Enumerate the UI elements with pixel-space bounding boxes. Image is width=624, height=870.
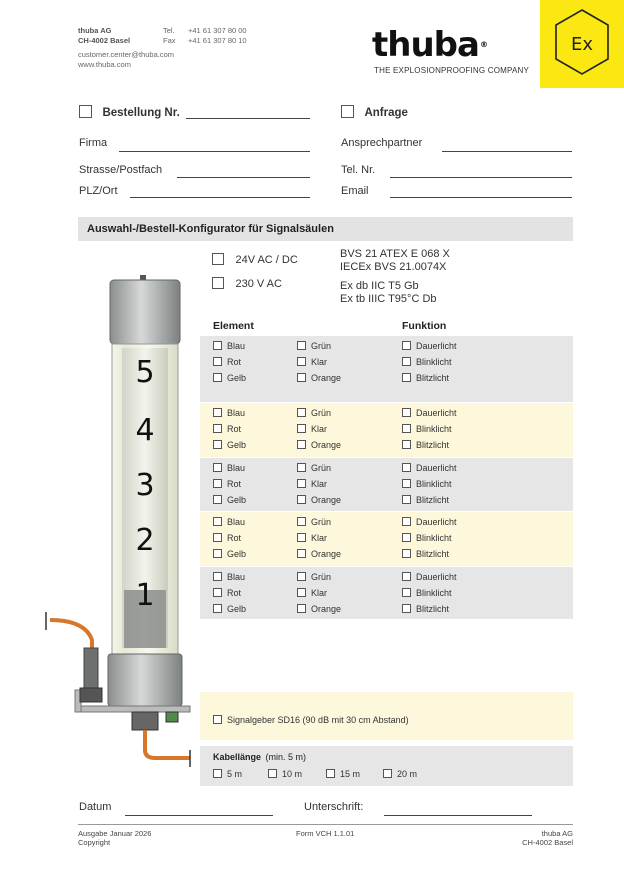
tier-2-color-option xyxy=(297,533,327,543)
bestellung-group xyxy=(79,103,180,121)
tier-3-color_1-checkbox[interactable] xyxy=(213,463,222,472)
option-label: Rot xyxy=(227,479,242,489)
tier-5-color-option xyxy=(297,341,331,351)
tier-2-color_5-checkbox[interactable] xyxy=(297,533,306,542)
option-label: Gelb xyxy=(227,604,247,614)
tier-5-color_5-checkbox[interactable] xyxy=(297,357,306,366)
option-label: Grün xyxy=(311,517,332,527)
footer-company: thuba AG xyxy=(541,829,573,838)
tier-3-color-option xyxy=(213,479,241,489)
tier-3-color_2-checkbox[interactable] xyxy=(213,479,222,488)
footer-left xyxy=(78,829,151,847)
voltage-230v xyxy=(212,274,282,292)
tier-5-color-option xyxy=(297,357,327,367)
tier-3-color-option xyxy=(297,495,341,505)
footer-copyright: Copyright xyxy=(78,838,111,847)
tier-1-color_2-checkbox[interactable] xyxy=(213,588,222,597)
tier-3-color_5-checkbox[interactable] xyxy=(297,479,306,488)
tier-1-function-option xyxy=(402,588,452,598)
tier-1-func_2-checkbox[interactable] xyxy=(402,588,411,597)
company-email: customer.center@thuba.com xyxy=(78,50,174,59)
option-label: Klar xyxy=(311,588,328,598)
tier-3-func_2-checkbox[interactable] xyxy=(402,479,411,488)
footer-ausgabe: Ausgabe Januar 2026 xyxy=(78,829,152,838)
tier-4-func_3-checkbox[interactable] xyxy=(402,440,411,449)
tier-2-color-option xyxy=(213,517,245,527)
option-label: Gelb xyxy=(227,440,247,450)
tier-3-color_6-checkbox[interactable] xyxy=(297,495,306,504)
tier-4-function-option xyxy=(402,408,457,418)
mounting-bracket xyxy=(75,706,190,712)
option-label: Dauerlicht xyxy=(416,463,457,473)
tier-2-color_4-checkbox[interactable] xyxy=(297,517,306,526)
tier-3-color-option xyxy=(297,463,331,473)
tier-2-func_1-checkbox[interactable] xyxy=(402,517,411,526)
tier-1-color-option xyxy=(297,572,331,582)
anfrage-label: Anfrage xyxy=(364,107,408,119)
option-label: Dauerlicht xyxy=(416,572,457,582)
tier-digit-4: 4 xyxy=(135,413,155,448)
footer-divider xyxy=(78,824,573,825)
tier-1-color_3-checkbox[interactable] xyxy=(213,604,222,613)
ex-mark-text: Ex xyxy=(570,34,594,55)
tier-1-color_1-checkbox[interactable] xyxy=(213,572,222,581)
voltage-24v-checkbox[interactable] xyxy=(212,253,224,265)
tier-1-func_1-checkbox[interactable] xyxy=(402,572,411,581)
tier-5-function-option xyxy=(402,341,457,351)
kabel-15-label: 15 m xyxy=(340,769,361,779)
option-label: Dauerlicht xyxy=(416,517,457,527)
tel-number: +41 61 307 80 00 xyxy=(188,26,247,35)
option-label: Blitzlicht xyxy=(416,440,450,450)
tier-4-color-option xyxy=(213,424,241,434)
tier-5-color-option xyxy=(213,373,246,383)
voltage-24v xyxy=(212,250,298,268)
registered-mark: ® xyxy=(479,40,487,49)
cert-atex: BVS 21 ATEX E 068 X xyxy=(340,248,450,260)
option-label: Blitzlicht xyxy=(416,604,450,614)
tier-5-color_3-checkbox[interactable] xyxy=(213,373,222,382)
option-label: Dauerlicht xyxy=(416,341,457,351)
option-label: Blau xyxy=(227,517,246,527)
tier-3-color-option xyxy=(213,495,246,505)
tier-1-color-option xyxy=(297,604,341,614)
tier-5-color_6-checkbox[interactable] xyxy=(297,373,306,382)
signal-tower-illustration xyxy=(40,270,200,770)
cert-iecex: IECEx BVS 21.0074X xyxy=(340,261,447,273)
tier-4-color_6-checkbox[interactable] xyxy=(297,440,306,449)
tier-5-color-option xyxy=(213,357,241,367)
tier-digit-5: 5 xyxy=(135,355,155,390)
option-label: Klar xyxy=(311,424,328,434)
option-label: Orange xyxy=(311,440,342,450)
element-band-1 xyxy=(200,567,573,619)
tier-digit-2: 2 xyxy=(135,523,155,558)
tier-2-color-option xyxy=(297,517,331,527)
kabel-note: (min. 5 m) xyxy=(265,752,307,762)
strasse-field[interactable] xyxy=(177,177,310,178)
element-band-3 xyxy=(200,458,573,511)
side-connector xyxy=(84,648,98,688)
side-cable xyxy=(50,620,92,650)
tier-4-color-option xyxy=(297,408,331,418)
tier-3-color-option xyxy=(297,479,327,489)
tier-4-color_3-checkbox[interactable] xyxy=(213,440,222,449)
option-label: Blinklicht xyxy=(416,479,452,489)
firma-field[interactable] xyxy=(119,151,310,152)
tier-3-func_3-checkbox[interactable] xyxy=(402,495,411,504)
tier-5-function-option xyxy=(402,357,452,367)
cert-dust: Ex tb IIIC T95°C Db xyxy=(340,293,437,305)
kabel-10-label: 10 m xyxy=(282,769,303,779)
tier-4-color-option xyxy=(213,408,245,418)
tier-1-color-option xyxy=(213,604,246,614)
bottom-housing xyxy=(108,654,182,706)
kabel-header xyxy=(213,752,306,762)
ansprechpartner-field[interactable] xyxy=(442,151,572,152)
tier-5-func_1-checkbox[interactable] xyxy=(402,341,411,350)
tier-4-color_4-checkbox[interactable] xyxy=(297,408,306,417)
option-label: Orange xyxy=(311,373,342,383)
element-band-2 xyxy=(200,512,573,566)
footer-city: CH-4002 Basel xyxy=(522,838,573,847)
tier-2-color-option xyxy=(213,533,241,543)
element-band-5 xyxy=(200,336,573,402)
option-label: Orange xyxy=(311,495,342,505)
option-label: Rot xyxy=(227,357,242,367)
kabel-option-20 xyxy=(383,769,417,779)
fax-number: +41 61 307 80 10 xyxy=(188,36,247,45)
header-phone-numbers xyxy=(188,26,247,46)
option-label: Grün xyxy=(311,572,332,582)
anfrage-checkbox[interactable] xyxy=(341,105,354,118)
option-label: Rot xyxy=(227,588,242,598)
column-element: Element xyxy=(213,320,254,332)
option-label: Rot xyxy=(227,533,242,543)
option-label: Blitzlicht xyxy=(416,373,450,383)
option-label: Blinklicht xyxy=(416,533,452,543)
kabel-title: Kabellänge xyxy=(213,752,262,762)
kabel-5-checkbox[interactable] xyxy=(213,769,222,778)
tier-5-color_1-checkbox[interactable] xyxy=(213,341,222,350)
kabel-5-label: 5 m xyxy=(227,769,243,779)
voltage-24v-label: 24V AC / DC xyxy=(235,254,298,266)
tier-5-func_3-checkbox[interactable] xyxy=(402,373,411,382)
email-field[interactable] xyxy=(390,197,572,198)
tier-5-color-option xyxy=(213,341,245,351)
tier-2-function-option xyxy=(402,517,457,527)
anfrage-group xyxy=(341,103,408,121)
option-label: Klar xyxy=(311,357,328,367)
tier-4-color-option xyxy=(213,440,246,450)
tier-5-color-option xyxy=(297,373,341,383)
tier-1-color_4-checkbox[interactable] xyxy=(297,572,306,581)
tier-1-function-option xyxy=(402,572,457,582)
header-contact xyxy=(78,26,174,70)
option-label: Gelb xyxy=(227,373,247,383)
option-label: Klar xyxy=(311,533,328,543)
option-label: Orange xyxy=(311,549,342,559)
signal-option xyxy=(213,715,409,725)
option-label: Gelb xyxy=(227,495,247,505)
certifications xyxy=(340,248,450,306)
option-label: Blinklicht xyxy=(416,357,452,367)
option-label: Rot xyxy=(227,424,242,434)
tier-1-color-option xyxy=(297,588,327,598)
tier-2-color_1-checkbox[interactable] xyxy=(213,517,222,526)
option-label: Blitzlicht xyxy=(416,549,450,559)
side-connector-nut xyxy=(80,688,102,702)
kabel-20-checkbox[interactable] xyxy=(383,769,392,778)
option-label: Blitzlicht xyxy=(416,495,450,505)
tier-4-function-option xyxy=(402,440,449,450)
top-cap xyxy=(110,280,180,344)
option-label: Grün xyxy=(311,463,332,473)
email-label: Email xyxy=(341,185,369,197)
tier-5-color_2-checkbox[interactable] xyxy=(213,357,222,366)
cable-gland xyxy=(132,712,158,730)
firma-label: Firma xyxy=(79,137,108,149)
tier-2-func_2-checkbox[interactable] xyxy=(402,533,411,542)
ex-mark-box xyxy=(540,0,624,88)
tier-1-function-option xyxy=(402,604,449,614)
element-band-4 xyxy=(200,403,573,457)
header-phone xyxy=(163,26,176,46)
kabel-20-label: 20 m xyxy=(397,769,418,779)
tier-4-func_1-checkbox[interactable] xyxy=(402,408,411,417)
unterschrift-label: Unterschrift: xyxy=(304,801,364,813)
option-label: Klar xyxy=(311,479,328,489)
logo-tagline: THE EXPLOSIONPROOFING COMPANY xyxy=(374,66,530,75)
tier-1-color_5-checkbox[interactable] xyxy=(297,588,306,597)
configurator-title: Auswahl-/Bestell-Konfigurator für Signalsäulen xyxy=(78,217,573,241)
tier-1-func_3-checkbox[interactable] xyxy=(402,604,411,613)
footer-right xyxy=(500,829,573,847)
tier-4-color_5-checkbox[interactable] xyxy=(297,424,306,433)
kabel-10-checkbox[interactable] xyxy=(268,769,277,778)
column-funktion: Funktion xyxy=(402,320,447,332)
option-label: Dauerlicht xyxy=(416,408,457,418)
telnr-field[interactable] xyxy=(390,177,572,178)
tier-1-color-option xyxy=(213,572,245,582)
cert-gas: Ex db IIC T5 Gb xyxy=(340,280,419,292)
tier-4-function-option xyxy=(402,424,452,434)
ansprechpartner-label: Ansprechpartner xyxy=(341,137,423,149)
option-label: Blau xyxy=(227,463,246,473)
tier-3-func_1-checkbox[interactable] xyxy=(402,463,411,472)
tier-3-color_3-checkbox[interactable] xyxy=(213,495,222,504)
tier-digit-1: 1 xyxy=(135,578,155,613)
tier-3-function-option xyxy=(402,463,457,473)
tier-4-func_2-checkbox[interactable] xyxy=(402,424,411,433)
option-label: Grün xyxy=(311,341,332,351)
plz-field[interactable] xyxy=(130,197,310,198)
tier-2-color-option xyxy=(297,549,341,559)
tier-5-function-option xyxy=(402,373,449,383)
option-label: Blinklicht xyxy=(416,588,452,598)
voltage-230v-label: 230 V AC xyxy=(235,278,282,290)
tier-3-color_4-checkbox[interactable] xyxy=(297,463,306,472)
tier-2-function-option xyxy=(402,549,449,559)
fax-label: Fax xyxy=(163,36,176,45)
plz-label: PLZ/Ort xyxy=(79,185,118,197)
datum-field[interactable] xyxy=(125,815,273,816)
tel-label: Tel. xyxy=(163,26,175,35)
kabel-option-10 xyxy=(268,769,302,779)
bestellung-label: Bestellung Nr. xyxy=(102,107,180,119)
bottom-cable xyxy=(145,730,190,758)
voltage-230v-checkbox[interactable] xyxy=(212,277,224,289)
option-label: Blau xyxy=(227,341,246,351)
tier-1-color_6-checkbox[interactable] xyxy=(297,604,306,613)
kabel-15-checkbox[interactable] xyxy=(326,769,335,778)
tier-4-color_2-checkbox[interactable] xyxy=(213,424,222,433)
tier-5-color_4-checkbox[interactable] xyxy=(297,341,306,350)
tier-1-color-option xyxy=(213,588,241,598)
option-label: Blinklicht xyxy=(416,424,452,434)
company-name: thuba AG xyxy=(78,26,112,35)
unterschrift-field[interactable] xyxy=(384,815,532,816)
tier-5-func_2-checkbox[interactable] xyxy=(402,357,411,366)
tier-3-function-option xyxy=(402,495,449,505)
ex-hexagon-icon xyxy=(540,0,624,88)
kabel-option-15 xyxy=(326,769,360,779)
tier-2-color_3-checkbox[interactable] xyxy=(213,549,222,558)
tier-2-color-option xyxy=(213,549,246,559)
option-label: Grün xyxy=(311,408,332,418)
bestellung-checkbox[interactable] xyxy=(79,105,92,118)
thuba-logo: thuba® xyxy=(372,25,487,65)
tier-2-color_6-checkbox[interactable] xyxy=(297,549,306,558)
bestellung-field[interactable] xyxy=(186,118,310,119)
tier-3-function-option xyxy=(402,479,452,489)
strasse-label: Strasse/Postfach xyxy=(79,164,163,176)
footer-form: Form VCH 1.1.01 xyxy=(296,829,355,838)
tier-2-function-option xyxy=(402,533,452,543)
option-label: Blau xyxy=(227,572,246,582)
tier-4-color-option xyxy=(297,424,327,434)
earth-terminal-icon xyxy=(166,712,178,722)
company-city: CH-4002 Basel xyxy=(78,36,131,45)
signal-label: Signalgeber SD16 (90 dB mit 30 cm Abstand) xyxy=(227,715,409,725)
telnr-label: Tel. Nr. xyxy=(341,164,376,176)
tier-4-color-option xyxy=(297,440,341,450)
signal-checkbox[interactable] xyxy=(213,715,222,724)
tier-digit-3: 3 xyxy=(135,468,155,503)
tier-2-func_3-checkbox[interactable] xyxy=(402,549,411,558)
option-label: Orange xyxy=(311,604,342,614)
kabel-option-5 xyxy=(213,769,242,779)
tier-3-color-option xyxy=(213,463,245,473)
option-label: Gelb xyxy=(227,549,247,559)
tier-4-color_1-checkbox[interactable] xyxy=(213,408,222,417)
company-web: www.thuba.com xyxy=(78,60,131,69)
datum-label: Datum xyxy=(79,801,112,813)
tier-2-color_2-checkbox[interactable] xyxy=(213,533,222,542)
option-label: Blau xyxy=(227,408,246,418)
